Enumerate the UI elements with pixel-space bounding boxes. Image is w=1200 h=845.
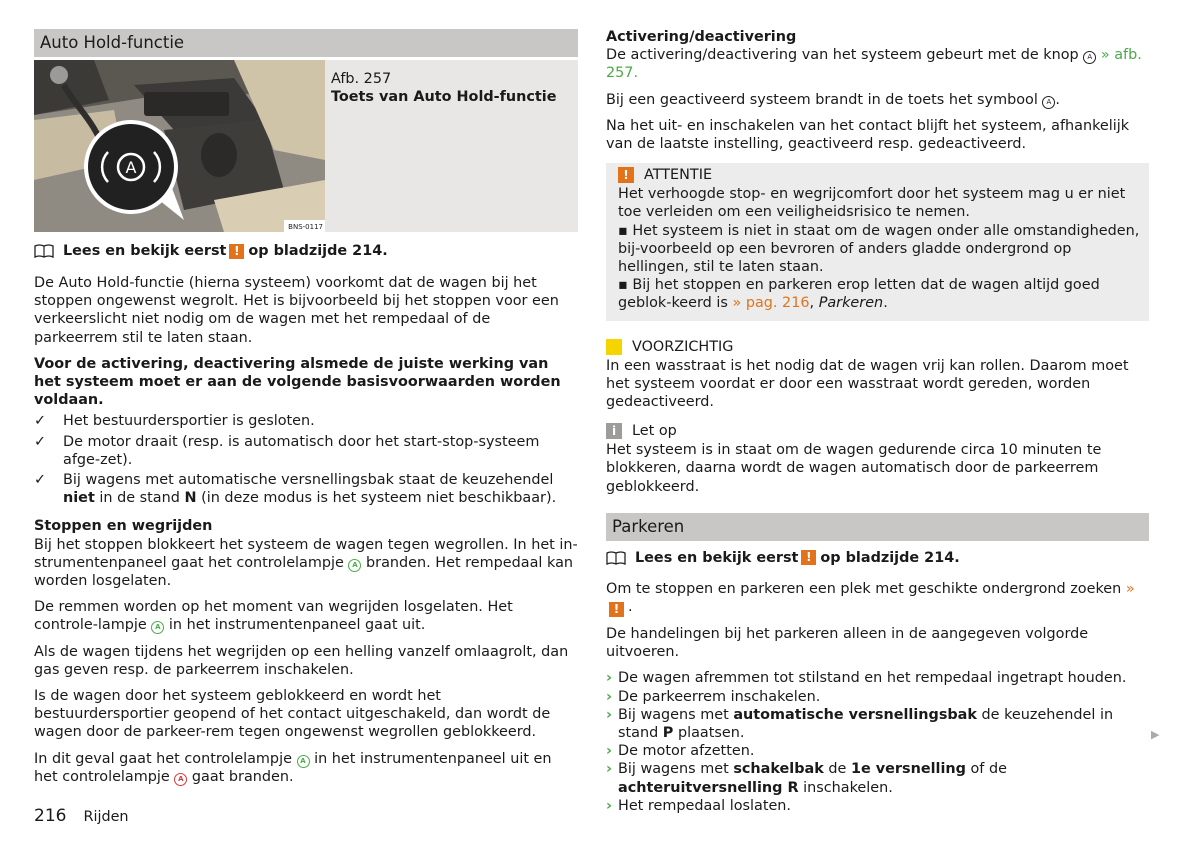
auto-hold-symbol-icon: A [1042,96,1055,109]
page-number: 216 [34,806,67,826]
condition-item [34,412,578,430]
intro-paragraph: De Auto Hold-functie (hierna systeem) voorkomt dat de wagen bij het stoppen ongewenst wegrolt. Het is bijvoorbeeld bij het stoppen voor een verkeerslicht niet nodig om de wagen met het rempedaal of de parkeerrem stil te laten staan. [34,275,559,346]
conditions-heading: Voor de activering, deactivering alsmede de juiste werking van het systeem moet er aan de volgende basisvoorwaarden worden voldaan. [34,355,561,409]
figure-code: BNS-0117 [288,223,323,231]
stop-paragraph-2: De remmen worden op het moment van wegrijden losgelaten. Het controle-lampje A in het instrumentenpaneel gaat uit. [34,599,513,634]
read-first-line [34,243,578,259]
figure-caption [325,60,557,232]
step-arrow-icon: › [606,761,612,778]
car-console-illustration [34,60,325,232]
figure-photo [34,60,325,232]
page-footer [34,806,129,826]
figure-257 [34,60,578,232]
step-item: › De motor afzetten. [606,743,755,760]
book-icon [606,551,626,565]
auto-hold-letter: A [125,158,137,177]
step-arrow-icon: › [606,688,612,705]
warning-text-3: ▪ Bij het stoppen en parkeren erop letten dat de wagen altijd goed geblok-keerd is » pag. 216, Parkeren. [618,277,1100,312]
book-icon [34,244,54,258]
step-arrow-icon: › [606,797,612,814]
info-icon: i [606,423,622,439]
read-first-post: op bladzijde 214. [820,549,960,566]
figure-number: Afb. 257 [331,71,392,87]
step-item: › Bij wagens met schakelbak de 1e versnelling of de achteruitversnelling R inschakelen. [606,761,1007,796]
note-title: Let op [632,423,677,440]
warning-icon: ! [618,167,634,183]
condition-item [34,433,578,469]
caution-header [606,339,1149,355]
chapter-name: Rijden [83,809,129,825]
warning-text-1: Het verhoogde stop- en wegrijcomfort door het systeem mag u er niet toe verleiden om een veiligheidsrisico te nemen. [618,186,1126,221]
check-icon: ✓ [34,472,47,489]
red-lamp-icon: A [174,773,187,786]
read-first-pre: Lees en bekijk eerst [635,549,799,566]
continue-arrow-icon: ▶ [1151,728,1160,741]
section-title-auto-hold: Auto Hold-functie [34,29,578,57]
read-first-pre: Lees en bekijk eerst [63,243,227,259]
caution-text: In een wasstraat is het nodig dat de wagen vrij kan rollen. Daarom moet het systeem voordat er door een wasstraat wordt gereden, worden gedeactiveerd. [606,357,1129,411]
green-lamp-icon: A [297,755,310,768]
warning-icon: ! [801,550,816,565]
left-column [34,0,578,786]
warning-header [618,167,1143,183]
condition-item [34,471,578,507]
step-arrow-icon: › [606,670,612,687]
activation-paragraph-1: De activering/deactivering van het systeem gebeurt met de knop A » afb. 257. [606,47,1142,82]
note-text: Het systeem is in staat om de wagen gedurende circa 10 minuten te blokkeren, daarna wordt de wagen automatisch door de parkeerrem geblokkeerd. [606,442,1102,495]
check-icon: ✓ [34,433,47,450]
read-first-line [606,550,1149,566]
caution-icon [606,339,622,355]
note-header [606,423,1149,439]
park-paragraph-2: De handelingen bij het parkeren alleen in de aangegeven volgorde uitvoeren. [606,626,1089,661]
warning-text-2: ▪ Het systeem is niet in staat om de wagen onder alle omstandigheden, bij-voorbeeld op een bevroren of anders gladde ondergrond op hellingen, stil te laten staan. [618,222,1140,276]
step-arrow-icon: › [606,743,612,760]
caution-title: VOORZICHTIG [632,338,734,355]
figure-caption-text: Toets van Auto Hold-functie [331,89,557,106]
activation-paragraph-2: Bij een geactiveerd systeem brandt in de toets het symbool A . [606,91,1060,108]
stop-paragraph-5: In dit geval gaat het controlelampje A in het instrumentenpaneel uit en het controlelampje A gaat branden. [34,750,552,785]
page-link[interactable]: » pag. 216 [732,295,810,312]
step-item: › Het rempedaal loslaten. [606,797,792,814]
green-lamp-icon: A [348,559,361,572]
step-item: › De parkeerrem inschakelen. [606,688,821,705]
warning-box [606,163,1149,320]
step-arrow-icon: › [606,706,612,723]
stop-heading: Stoppen en wegrijden [34,518,213,535]
stop-paragraph-1: Bij het stoppen blokkeert het systeem de wagen tegen wegrollen. In het in-strumentenpaneel gaat het controlelampje A branden. Het rempedaal kan worden losgelaten. [34,536,578,590]
check-icon: ✓ [34,413,47,430]
activation-heading: Activering/deactivering [606,29,797,45]
green-lamp-icon: A [151,621,164,634]
step-item: › De wagen afremmen tot stilstand en het rempedaal ingetrapt houden. [606,670,1127,687]
stop-paragraph-3: Als de wagen tijdens het wegrijden op een helling vanzelf omlaagrolt, dan gas geven resp. de parkeerrem inschakelen. [34,643,569,678]
right-column [606,0,1149,815]
read-first-post: op bladzijde 214. [248,243,388,259]
warning-title: ATTENTIE [644,167,713,184]
step-item: › Bij wagens met automatische versnellingsbak de keuzehendel in stand P plaatsen. [606,706,1114,742]
warning-icon: ! [609,602,624,617]
warning-icon: ! [229,244,244,259]
condition-text: De motor draait (resp. is automatisch door het start-stop-systeem afge-zet). [63,433,540,468]
condition-text: Het bestuurdersportier is gesloten. [63,413,315,430]
section-title-parkeren: Parkeren [606,513,1149,541]
park-paragraph-1: Om te stoppen en parkeren een plek met geschikte ondergrond zoeken » ! . [606,580,1135,617]
stop-paragraph-4: Is de wagen door het systeem geblokkeerd en wordt het bestuurdersportier geopend of het contact uitgeschakeld, dan wordt de wagen door de parkeer-rem tegen ongewenst wegrollen geblokkeerd. [34,688,551,741]
warning-link[interactable]: » [1125,580,1135,597]
auto-hold-symbol-icon: A [1083,51,1096,64]
activation-paragraph-3: Na het uit- en inschakelen van het contact blijft het systeem, afhankelijk van de laatste instelling, geactiveerd resp. gedeactiveerd. [606,117,1130,153]
figure-link[interactable]: » afb. 257. [606,47,1142,82]
condition-text: Bij wagens met automatische versnellingsbak staat de keuzehendel niet in de stand N (in deze modus is het systeem niet beschikbaar). [63,472,557,507]
